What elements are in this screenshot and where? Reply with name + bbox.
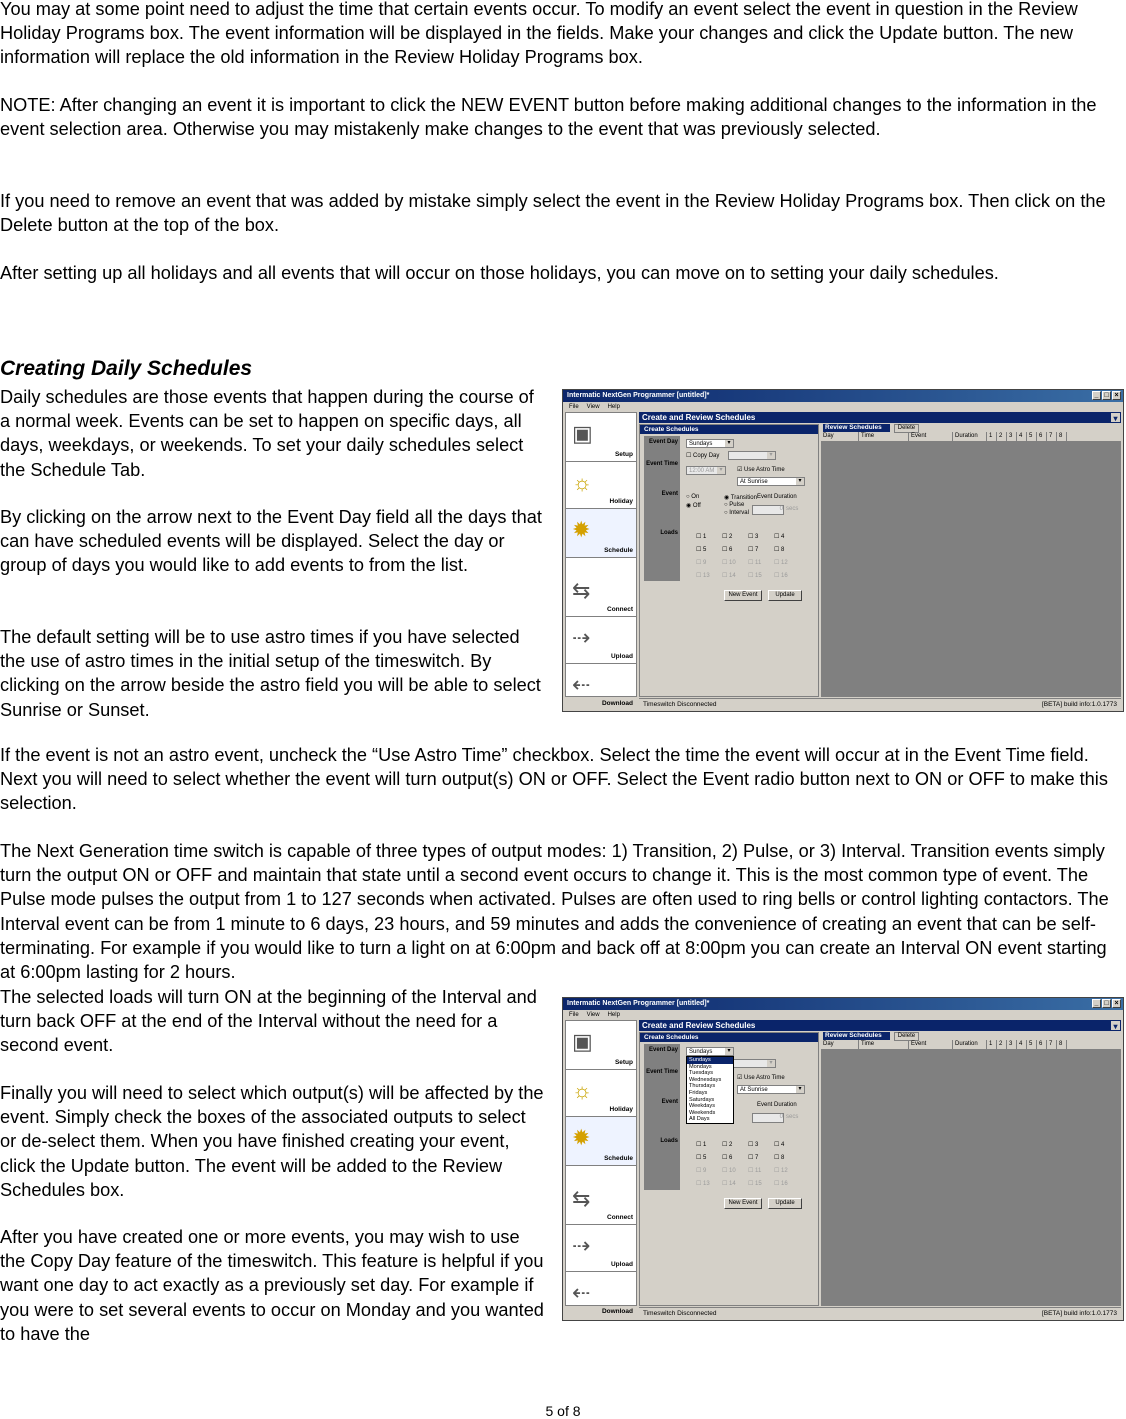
- option-sundays[interactable]: Sundays: [687, 1057, 733, 1064]
- create-schedules-header: Create Schedules: [640, 1033, 818, 1042]
- load-2-checkbox[interactable]: ☐ 2: [722, 534, 733, 540]
- option-weekdays[interactable]: Weekdays: [689, 1103, 716, 1110]
- col-2[interactable]: 2: [997, 1040, 1007, 1049]
- col-2[interactable]: 2: [997, 432, 1007, 441]
- load-4-checkbox[interactable]: ☐ 4: [774, 1142, 785, 1148]
- load-10-label: 10: [729, 1168, 736, 1174]
- col-4[interactable]: 4: [1017, 432, 1027, 441]
- nav-upload-label: Upload: [610, 1261, 633, 1268]
- nav-connect[interactable]: [566, 1166, 636, 1225]
- on-radio[interactable]: ○ On: [686, 494, 700, 500]
- transition-label: Transition: [730, 495, 757, 501]
- nav-setup[interactable]: [566, 1021, 636, 1070]
- close-icon[interactable]: ×: [1112, 391, 1121, 400]
- event-day-dropdown: [686, 1056, 734, 1124]
- paragraph-remove-event: If you need to remove an event that was added by mistake simply select the event in the Review Holiday Programs box. Then click on the Delete button at the top of the box.: [0, 191, 1106, 236]
- load-2-checkbox[interactable]: ☐ 2: [722, 1142, 733, 1148]
- holiday-icon: ☼: [572, 470, 593, 495]
- event-day-select[interactable]: Sundays ▾: [686, 439, 734, 448]
- load-7-label: 7: [755, 1155, 759, 1161]
- main-header-title: Create and Review Schedules: [642, 413, 756, 422]
- review-schedules-header: Review Schedules: [823, 1032, 890, 1040]
- col-8[interactable]: 8: [1057, 432, 1067, 441]
- load-15-checkbox[interactable]: ☐ 15: [748, 1181, 762, 1187]
- col-3[interactable]: 3: [1007, 432, 1017, 441]
- col-5[interactable]: 5: [1027, 1040, 1037, 1049]
- load-7-checkbox[interactable]: ☐ 7: [748, 1155, 759, 1161]
- create-schedules-header: Create Schedules: [640, 425, 818, 434]
- col-event[interactable]: Event: [909, 432, 953, 441]
- minimize-icon[interactable]: _: [1092, 391, 1101, 400]
- off-label: Off: [692, 503, 701, 509]
- paragraph-modify-event: You may at some point need to adjust the time that certain events occur. To modify an event select the event in question in the Review Holiday Programs box. The event information will be displayed in the fields. Make your changes and click the Update button. The new information will replace the old information in the Review Holiday Programs box.: [0, 0, 1078, 68]
- load-11-label: 11: [755, 560, 762, 566]
- shield-icon: ▾: [1111, 413, 1120, 422]
- col-duration[interactable]: Duration: [953, 432, 987, 441]
- menu-view[interactable]: View: [586, 1012, 600, 1018]
- load-6-label: 6: [729, 1155, 733, 1161]
- load-16-checkbox[interactable]: ☐ 16: [774, 573, 788, 579]
- menu-view[interactable]: View: [586, 404, 600, 410]
- loads-label: Loads: [660, 1138, 678, 1144]
- option-weekends[interactable]: Weekends: [689, 1109, 716, 1116]
- use-astro-label: Use Astro Time: [744, 467, 785, 473]
- secs-label: secs: [786, 506, 799, 512]
- nav-download-label: Download: [601, 1308, 633, 1315]
- load-4-checkbox[interactable]: ☐ 4: [774, 534, 785, 540]
- event-label: Event: [661, 491, 678, 497]
- load-8-checkbox[interactable]: ☐ 8: [774, 547, 785, 553]
- col-6[interactable]: 6: [1037, 432, 1047, 441]
- col-day[interactable]: Day: [821, 1040, 859, 1049]
- event-day-label: Event Day: [648, 1047, 678, 1053]
- paragraph-copy-day: After you have created one or more events, you may wish to use the Copy Day feature of the timeswitch. This feature is helpful if you want one day to act exactly as a previously set day. For example if you were to set several events to occur on Monday and you wanted to have the: [0, 1227, 544, 1344]
- nav-upload-label: Upload: [610, 653, 633, 660]
- load-1-checkbox[interactable]: ☐ 1: [696, 534, 707, 540]
- paragraph-non-astro: If the event is not an astro event, uncheck the “Use Astro Time” checkbox. Select the time the event will occur at in the Event Time field. Next you will need to select whether the event will turn output(s) ON or OFF. Select the Event radio button next to ON or OFF to make this selection.: [0, 745, 1108, 814]
- main-header-title: Create and Review Schedules: [642, 1021, 756, 1030]
- close-icon[interactable]: ×: [1112, 999, 1121, 1008]
- load-3-label: 3: [755, 534, 759, 540]
- window-title: Intermatic NextGen Programmer [untitled]*: [567, 1000, 710, 1007]
- labels-strip: [644, 1044, 680, 1190]
- option-all-days[interactable]: All Days: [689, 1116, 710, 1123]
- delete-button[interactable]: Delete: [894, 1032, 919, 1041]
- nav-schedule[interactable]: [566, 1117, 636, 1166]
- event-time-label: Event Time: [646, 461, 678, 467]
- event-day-label: Event Day: [648, 439, 678, 445]
- maximize-icon[interactable]: □: [1102, 999, 1111, 1008]
- copy-day-select[interactable]: [728, 1059, 776, 1068]
- review-columns: [821, 1040, 1121, 1050]
- load-11-checkbox[interactable]: ☐ 11: [748, 1168, 762, 1174]
- schedule-icon: ✹: [572, 1125, 591, 1150]
- menu-bar: [563, 402, 1123, 412]
- col-event[interactable]: Event: [909, 1040, 953, 1049]
- paragraph-event-day: By clicking on the arrow next to the Event Day field all the days that can have scheduled events will be displayed. Select the day or group of days you would like to add events to from the list.: [0, 507, 542, 576]
- shield-icon: ▾: [1111, 1021, 1120, 1030]
- holiday-icon: ☼: [572, 1078, 593, 1103]
- menu-file[interactable]: File: [569, 404, 579, 410]
- load-2-label: 2: [729, 534, 733, 540]
- create-schedules-panel: [639, 424, 819, 697]
- col-1[interactable]: 1: [987, 432, 997, 441]
- paragraph-output-modes: The Next Generation time switch is capable of three types of output modes: 1) Transition, 2) Pulse, or 3) Interval. Transition events simply turn the output ON or OFF and maintain that state until a second event occurs to change it. This is the most common type of event. The Pulse mode pulses the output from 1 to 127 seconds when activated. Pulses are often used to ring bells or control lighting contactors. The Interval event can be from 1 minute to 6 days, 23 hours, and 59 minutes and adds the convenience of creating an event that can be self-terminating. For example if you would like to turn a light on at 6:00pm and back off at 8:00pm you can create an Interval ON event starting at 6:00pm lasting for 2 hours.: [0, 841, 1109, 983]
- connect-icon: ⇆: [572, 578, 591, 603]
- load-14-label: 14: [729, 573, 736, 579]
- load-5-checkbox[interactable]: ☐ 5: [696, 547, 707, 553]
- load-1-label: 1: [703, 534, 707, 540]
- col-time[interactable]: Time: [859, 1040, 909, 1049]
- nav-download-label: Download: [601, 700, 633, 707]
- load-16-label: 16: [781, 1181, 788, 1187]
- load-16-label: 16: [781, 573, 788, 579]
- load-9-label: 9: [703, 560, 707, 566]
- load-13-checkbox[interactable]: ☐ 13: [696, 573, 710, 579]
- col-7[interactable]: 7: [1047, 1040, 1057, 1049]
- copy-day-select[interactable]: [728, 451, 776, 460]
- load-1-checkbox[interactable]: ☐ 1: [696, 1142, 707, 1148]
- load-15-label: 15: [755, 573, 762, 579]
- load-1-label: 1: [703, 1142, 707, 1148]
- nav-setup[interactable]: [566, 413, 636, 462]
- secs-label: secs: [786, 1114, 799, 1120]
- event-duration-label: Event Duration: [757, 494, 797, 500]
- transition-radio[interactable]: ◉ Transition: [724, 495, 757, 501]
- load-8-label: 8: [781, 547, 785, 553]
- load-14-label: 14: [729, 1181, 736, 1187]
- paragraph-after-holidays: After setting up all holidays and all events that will occur on those holidays, you can move on to setting your daily schedules.: [0, 263, 999, 283]
- review-schedules-panel: [821, 1032, 1121, 1306]
- nav-setup-label: Setup: [614, 1059, 633, 1066]
- create-schedules-panel: [639, 1032, 819, 1306]
- load-11-checkbox[interactable]: ☐ 11: [748, 560, 762, 566]
- interval-label: Interval: [729, 510, 749, 516]
- main-area: [639, 412, 1121, 697]
- title-bar: [563, 998, 1123, 1010]
- load-5-checkbox[interactable]: ☐ 5: [696, 1155, 707, 1161]
- update-button[interactable]: Update: [768, 590, 802, 601]
- duration-input[interactable]: 0: [752, 505, 784, 515]
- load-15-label: 15: [755, 1181, 762, 1187]
- load-14-checkbox[interactable]: ☐ 14: [722, 573, 736, 579]
- copy-day-checkbox[interactable]: ☐ Copy Day: [686, 453, 720, 459]
- event-duration-label: Event Duration: [757, 1102, 797, 1108]
- review-schedules-panel: [821, 424, 1121, 697]
- paragraph-daily-schedules: Daily schedules are those events that happen during the course of a normal week. Events can be set to happen on specific days, all days, weekdays, or weekends. To set your daily schedules select the Schedule Tab.: [0, 387, 534, 480]
- load-6-label: 6: [729, 547, 733, 553]
- nav-upload[interactable]: [566, 617, 636, 664]
- load-14-checkbox[interactable]: ☐ 14: [722, 1181, 736, 1187]
- download-icon: ⇠: [572, 672, 591, 697]
- app-window-dropdown: [562, 997, 1124, 1321]
- status-connection: Timeswitch Disconnected: [643, 1310, 717, 1317]
- main-header: [639, 412, 1121, 423]
- loads-label: Loads: [660, 530, 678, 536]
- col-time[interactable]: Time: [859, 432, 909, 441]
- nav-setup-label: Setup: [614, 451, 633, 458]
- load-5-label: 5: [703, 547, 707, 553]
- pulse-label: Pulse: [729, 502, 745, 508]
- status-bar: [639, 698, 1121, 710]
- menu-help[interactable]: Help: [607, 1012, 620, 1018]
- nav-connect-label: Connect: [607, 1214, 633, 1221]
- labels-strip: [644, 436, 680, 581]
- load-9-label: 9: [703, 1168, 707, 1174]
- section-heading: Creating Daily Schedules: [0, 357, 253, 380]
- col-6[interactable]: 6: [1037, 1040, 1047, 1049]
- delete-button[interactable]: Delete: [894, 424, 919, 433]
- pulse-radio[interactable]: ○ Pulse: [724, 502, 745, 508]
- option-thursdays[interactable]: Thursdays: [689, 1083, 716, 1090]
- nav-download[interactable]: [566, 664, 636, 710]
- nav-schedule-label: Schedule: [604, 547, 633, 554]
- off-radio[interactable]: ◉ Off: [686, 503, 701, 509]
- connect-icon: ⇆: [572, 1186, 591, 1211]
- schedule-icon: ✹: [572, 517, 591, 542]
- col-4[interactable]: 4: [1017, 1040, 1027, 1049]
- col-duration[interactable]: Duration: [953, 1040, 987, 1049]
- status-bar: [639, 1307, 1121, 1319]
- paragraph-select-outputs: Finally you will need to select which output(s) will be affected by the event. Simply check the boxes of the associated outputs to select or de-select them. When you have finished creating your event, click the Update button. The event will be added to the Review Schedules box.: [0, 1083, 544, 1200]
- upload-icon: ⇢: [572, 1233, 591, 1258]
- col-8[interactable]: 8: [1057, 1040, 1067, 1049]
- title-bar: [563, 390, 1123, 402]
- col-3[interactable]: 3: [1007, 1040, 1017, 1049]
- menu-file[interactable]: File: [569, 1012, 579, 1018]
- page-number: 5 of 8: [545, 1403, 581, 1419]
- event-time-label: Event Time: [646, 1069, 678, 1075]
- use-astro-checkbox[interactable]: ☑ Use Astro Time: [737, 1075, 785, 1081]
- paragraph-astro: The default setting will be to use astro times if you have selected the use of astro times in the initial setup of the timeswitch. By clicking on the arrow beside the astro field you will be able to select Sunrise or Sunset.: [0, 627, 541, 720]
- interval-radio[interactable]: ○ Interval: [724, 510, 749, 516]
- nav-holiday[interactable]: [566, 462, 636, 509]
- load-7-checkbox[interactable]: ☐ 7: [748, 547, 759, 553]
- option-fridays[interactable]: Fridays: [689, 1089, 708, 1096]
- status-build: [BETA] build info:1.0.1773: [1041, 701, 1117, 708]
- new-event-button[interactable]: New Event: [724, 1198, 762, 1209]
- load-3-label: 3: [755, 1142, 759, 1148]
- timeswitch-icon: ▣: [572, 1029, 593, 1054]
- option-wednesdays[interactable]: Wednesdays: [689, 1076, 722, 1083]
- load-11-label: 11: [755, 1168, 762, 1174]
- download-icon: ⇠: [572, 1280, 591, 1305]
- nav-sidebar: [565, 1020, 637, 1315]
- nav-sidebar: [565, 412, 637, 707]
- col-day[interactable]: Day: [821, 432, 859, 441]
- col-5[interactable]: 5: [1027, 432, 1037, 441]
- load-3-checkbox[interactable]: ☐ 3: [748, 534, 759, 540]
- event-label: Event: [661, 1099, 678, 1105]
- update-button[interactable]: Update: [768, 1198, 802, 1209]
- nav-connect-label: Connect: [607, 606, 633, 613]
- nav-holiday-label: Holiday: [609, 1106, 633, 1113]
- load-12-label: 12: [781, 560, 788, 566]
- review-list[interactable]: [821, 442, 1121, 697]
- nav-upload[interactable]: [566, 1225, 636, 1272]
- load-4-label: 4: [781, 1142, 785, 1148]
- review-list[interactable]: [821, 1050, 1121, 1306]
- load-13-checkbox[interactable]: ☐ 13: [696, 1181, 710, 1187]
- app-window: [562, 389, 1124, 712]
- load-9-checkbox[interactable]: ☐ 9: [696, 560, 707, 566]
- status-build: [BETA] build info:1.0.1773: [1041, 1310, 1117, 1317]
- use-astro-label: Use Astro Time: [744, 1075, 785, 1081]
- option-saturdays[interactable]: Saturdays: [689, 1096, 715, 1103]
- nav-download[interactable]: [566, 1272, 636, 1318]
- load-7-label: 7: [755, 547, 759, 553]
- load-6-checkbox[interactable]: ☐ 6: [722, 547, 733, 553]
- new-event-button[interactable]: New Event: [724, 590, 762, 601]
- load-13-label: 13: [703, 1181, 710, 1187]
- col-1[interactable]: 1: [987, 1040, 997, 1049]
- copy-day-label: Copy Day: [693, 453, 720, 459]
- use-astro-checkbox[interactable]: ☑ Use Astro Time: [737, 467, 785, 473]
- main-header: [639, 1020, 1121, 1031]
- main-area: [639, 1020, 1121, 1306]
- timeswitch-icon: ▣: [572, 421, 593, 446]
- option-tuesdays[interactable]: Tuesdays: [689, 1070, 714, 1077]
- load-15-checkbox[interactable]: ☐ 15: [748, 573, 762, 579]
- load-10-checkbox[interactable]: ☐ 10: [722, 560, 736, 566]
- load-4-label: 4: [781, 534, 785, 540]
- load-13-label: 13: [703, 573, 710, 579]
- astro-select[interactable]: At Sunrise ▾: [737, 1085, 805, 1094]
- nav-schedule-label: Schedule: [604, 1155, 633, 1162]
- load-5-label: 5: [703, 1155, 707, 1161]
- nav-connect[interactable]: [566, 558, 636, 617]
- load-12-checkbox[interactable]: ☐ 12: [774, 1168, 788, 1174]
- upload-icon: ⇢: [572, 625, 591, 650]
- load-6-checkbox[interactable]: ☐ 6: [722, 1155, 733, 1161]
- load-8-checkbox[interactable]: ☐ 8: [774, 1155, 785, 1161]
- event-day-select[interactable]: Sundays ▾: [686, 1047, 734, 1056]
- nav-holiday[interactable]: [566, 1070, 636, 1117]
- load-2-label: 2: [729, 1142, 733, 1148]
- menu-help[interactable]: Help: [607, 404, 620, 410]
- load-3-checkbox[interactable]: ☐ 3: [748, 1142, 759, 1148]
- load-8-label: 8: [781, 1155, 785, 1161]
- maximize-icon[interactable]: □: [1102, 391, 1111, 400]
- nav-holiday-label: Holiday: [609, 498, 633, 505]
- astro-select[interactable]: At Sunrise ▾: [737, 477, 805, 486]
- minimize-icon[interactable]: _: [1092, 999, 1101, 1008]
- event-time-input[interactable]: 12:00 AM ▾: [686, 466, 726, 475]
- load-16-checkbox[interactable]: ☐ 16: [774, 1181, 788, 1187]
- nav-schedule[interactable]: [566, 509, 636, 558]
- review-schedules-header: Review Schedules: [823, 424, 890, 432]
- option-mondays[interactable]: Mondays: [689, 1063, 712, 1070]
- duration-input[interactable]: 0: [752, 1113, 784, 1123]
- load-10-label: 10: [729, 560, 736, 566]
- window-title: Intermatic NextGen Programmer [untitled]*: [567, 392, 710, 399]
- load-12-checkbox[interactable]: ☐ 12: [774, 560, 788, 566]
- paragraph-interval-loads: The selected loads will turn ON at the beginning of the Interval and turn back OFF at the end of the Interval without the need for a second event.: [0, 987, 537, 1056]
- col-7[interactable]: 7: [1047, 432, 1057, 441]
- status-connection: Timeswitch Disconnected: [643, 701, 717, 708]
- load-10-checkbox[interactable]: ☐ 10: [722, 1168, 736, 1174]
- load-12-label: 12: [781, 1168, 788, 1174]
- review-columns: [821, 432, 1121, 442]
- paragraph-note: NOTE: After changing an event it is important to click the NEW EVENT button before making additional changes to the information in the event selection area. Otherwise you may mistakenly make changes to the event that was previously selected.: [0, 95, 1097, 140]
- menu-bar: [563, 1010, 1123, 1020]
- load-9-checkbox[interactable]: ☐ 9: [696, 1168, 707, 1174]
- on-label: On: [691, 494, 700, 500]
